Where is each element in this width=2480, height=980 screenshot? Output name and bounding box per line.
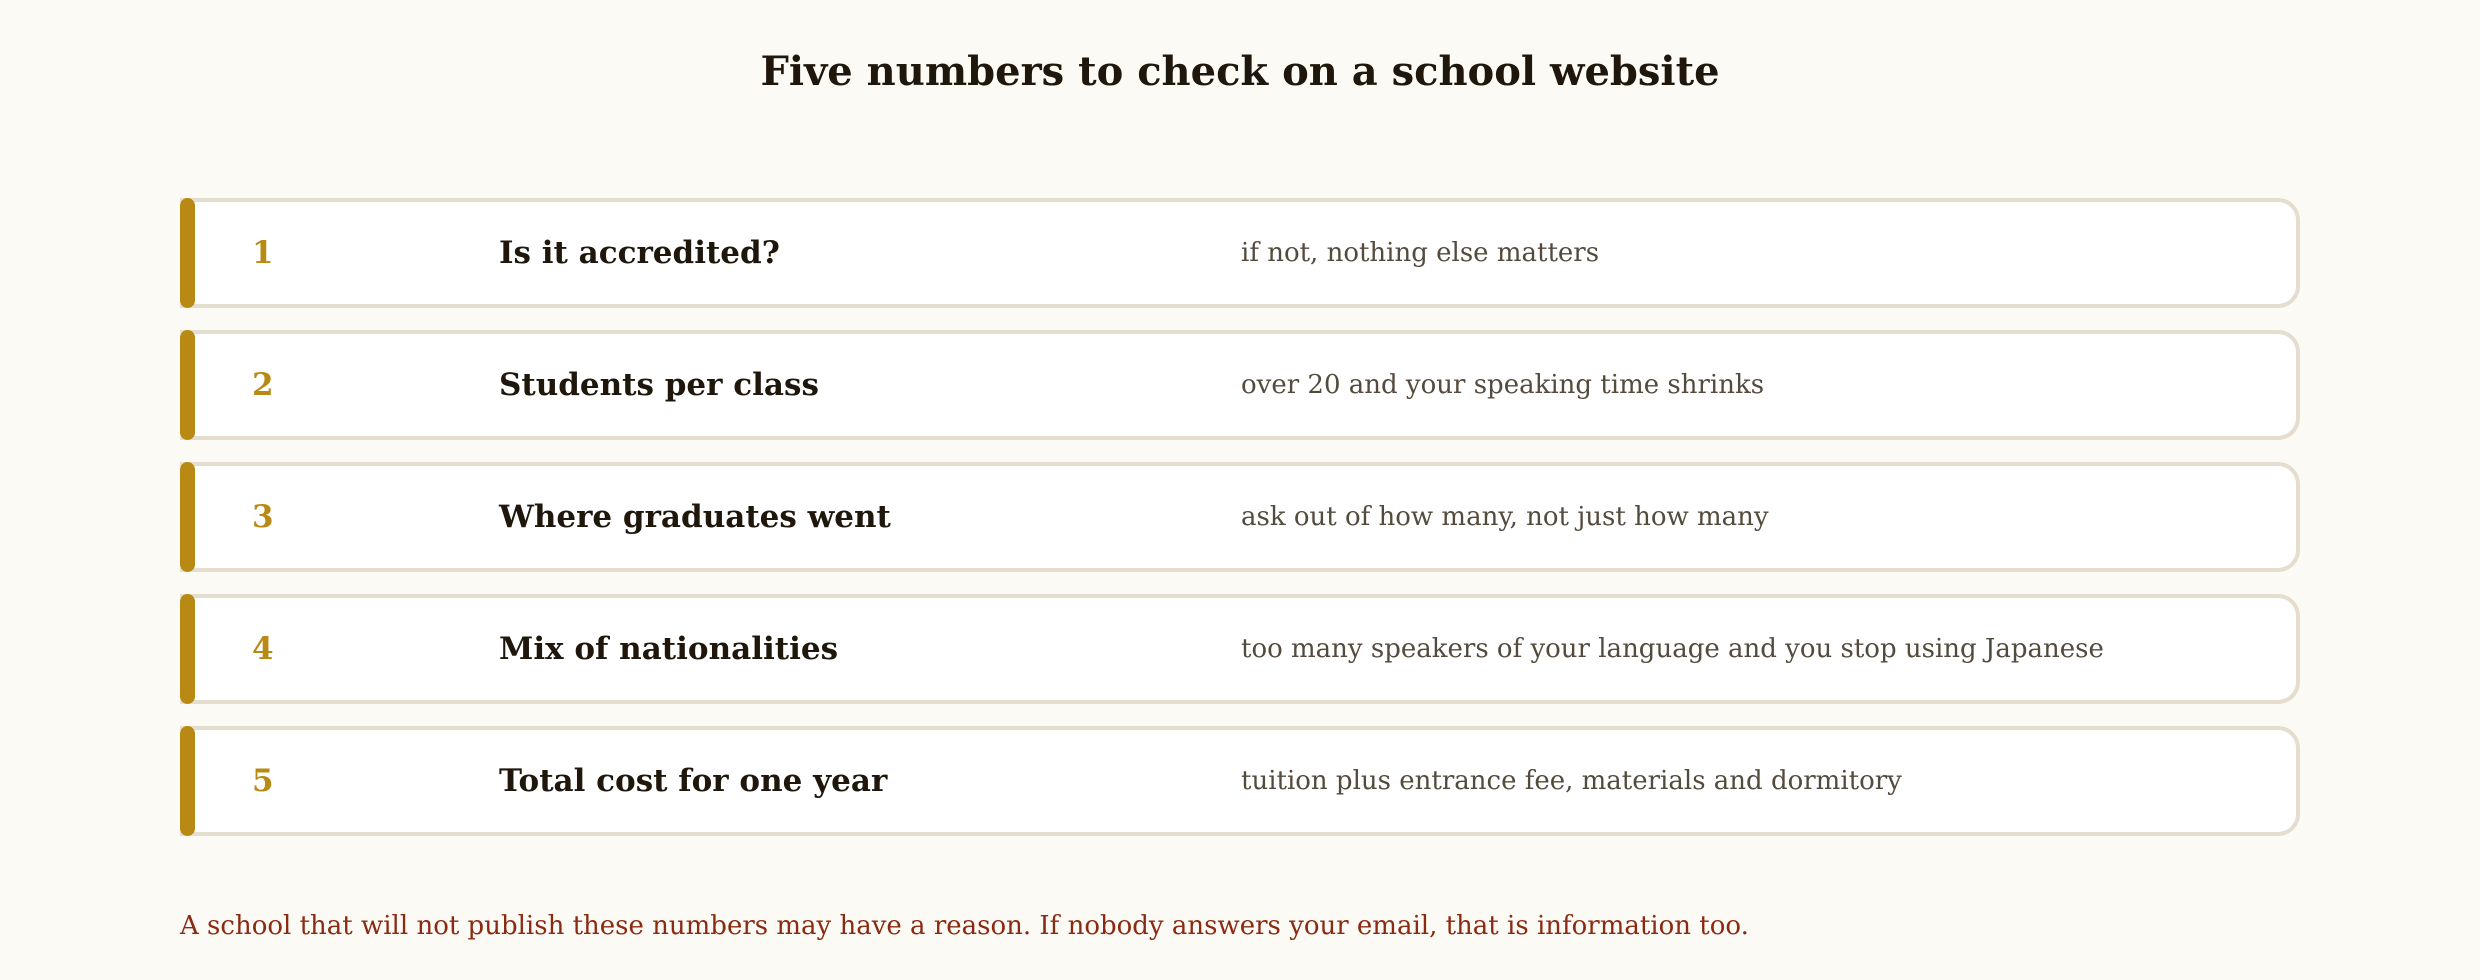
item-number: 1 [252,235,274,271]
checklist-item-5 [180,726,2300,836]
item-label: Total cost for one year [499,763,888,799]
checklist-item-2 [180,330,2300,440]
item-note: tuition plus entrance fee, materials and dormitory [1241,766,1902,796]
item-number: 2 [252,367,274,403]
checklist-item-4 [180,594,2300,704]
item-note: too many speakers of your language and you stop using Japanese [1241,634,2104,664]
checklist-item-1 [180,198,2300,308]
item-note: ask out of how many, not just how many [1241,502,1769,532]
checklist [180,198,2300,858]
item-note: over 20 and your speaking time shrinks [1241,370,1765,400]
item-label: Students per class [499,367,819,403]
page-title: Five numbers to check on a school website [760,48,1720,95]
item-number: 3 [252,499,274,535]
item-label: Mix of nationalities [499,631,839,667]
footnote: A school that will not publish these numbers may have a reason. If nobody answers your email, that is information too. [180,911,1749,941]
checklist-item-3 [180,462,2300,572]
item-note: if not, nothing else matters [1241,238,1600,268]
item-label: Where graduates went [499,499,891,535]
item-number: 5 [252,763,274,799]
item-number: 4 [252,631,274,667]
item-label: Is it accredited? [499,235,780,271]
